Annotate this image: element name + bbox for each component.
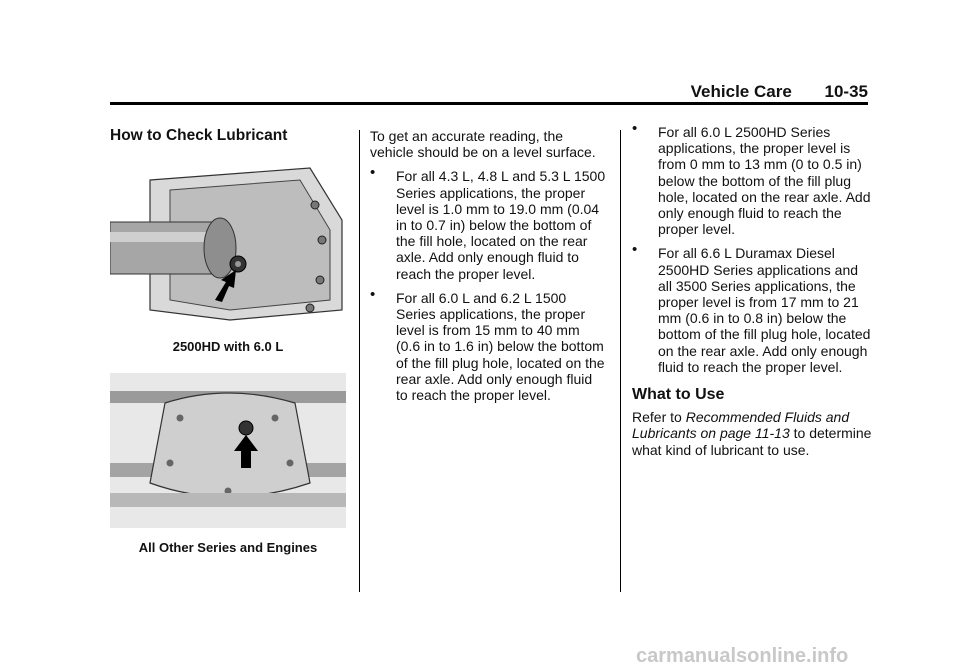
bullet-glyph: •: [632, 120, 638, 137]
bullet-glyph: •: [632, 241, 638, 259]
bullet-text: For all 4.3 L, 4.8 L and 5.3 L 1500 Series applications, the proper level is 1.0 mm to 19.0 mm (0.04 in to 0.7 in) below the bottom of the fill hole, located on the rear axle. Add only enough fluid to reach the proper level.: [396, 168, 606, 282]
figure-axle-other: [110, 373, 346, 528]
what-to-use-heading: What to Use: [632, 386, 725, 404]
axle-illustration-1: [110, 160, 346, 325]
intro-paragraph: To get an accurate reading, the vehicle should be on a level surface.: [370, 128, 596, 161]
figure1-caption: 2500HD with 6.0 L: [172, 339, 284, 355]
refer-prefix: Refer to: [632, 409, 686, 426]
refer-suffix: to determine what kind of lubricant to use.: [632, 425, 872, 458]
refer-paragraph: [632, 409, 872, 458]
header-page-number: 10-35: [824, 82, 868, 101]
bullet-item: [632, 241, 872, 375]
column-divider-1: [359, 130, 360, 592]
page-header: [110, 82, 868, 104]
axle-illustration-2: [110, 373, 346, 528]
middle-column: [370, 120, 606, 403]
left-column: [110, 120, 346, 557]
bullet-glyph: •: [370, 285, 376, 303]
section-heading: How to Check Lubricant: [110, 127, 288, 144]
recommended-fluids-link[interactable]: Recommended Fluids and Lubricants on page 11-13: [632, 409, 850, 442]
bullet-item: [370, 164, 606, 282]
header-rule: [110, 102, 868, 105]
bullet-glyph: •: [370, 164, 376, 182]
figure-axle-2500hd: [110, 160, 346, 325]
column-divider-2: [620, 130, 621, 592]
bullet-text: For all 6.0 L and 6.2 L 1500 Series applications, the proper level is from 15 mm to 40 mm (0.6 in to 1.6 in) below the bottom of the fill plug hole, located on the rear axle. Add only enough fluid to reach the proper level.: [396, 289, 605, 404]
bullet-text: For all 6.0 L 2500HD Series applications, the proper level is from 0 mm to 13 mm (0 to 0.5 in) below the bottom of the fill plug hole, located on the rear axle. Add only enough fluid to reach the proper level.: [658, 124, 871, 238]
header-section-title: Vehicle Care: [690, 82, 792, 101]
bullet-item: [370, 285, 606, 404]
figure2-caption: All Other Series and Engines: [138, 540, 318, 556]
right-column: [632, 120, 872, 458]
watermark: carmanualsonline.info: [636, 645, 849, 667]
bullet-text: For all 6.6 L Duramax Diesel 2500HD Series applications and all 3500 Series applications, the proper level is from 17 mm to 21 mm (0.6 in to 0.8 in) below the bottom of the fill plug hole, located on the rear axle. Add only enough fluid to reach the proper level.: [658, 245, 871, 375]
bullet-item: [632, 120, 872, 238]
